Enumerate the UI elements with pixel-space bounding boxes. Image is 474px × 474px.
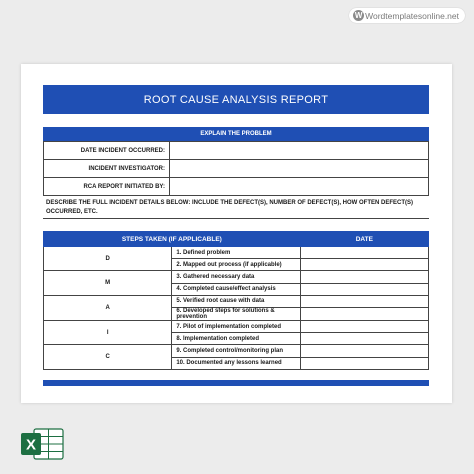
report-title: ROOT CAUSE ANALYSIS REPORT — [43, 85, 429, 114]
initiated-by-field[interactable] — [170, 178, 429, 196]
step-date-cell[interactable] — [300, 271, 428, 283]
phase-letter: D — [44, 247, 172, 271]
step-date-cell[interactable] — [300, 307, 428, 320]
incident-description-prompt: DESCRIBE THE FULL INCIDENT DETAILS BELOW: INCLUDE THE DEFECT(S), NUMBER OF DEFECT(S), HOW OFTEN DEFECT(S) OCCURRED, ETC. — [43, 199, 429, 219]
date-incident-label: DATE INCIDENT OCCURRED: — [44, 142, 170, 160]
info-row — [44, 142, 429, 160]
table-row — [44, 247, 429, 259]
step-label: 8. Implementation completed — [172, 333, 300, 345]
investigator-label: INCIDENT INVESTIGATOR: — [44, 160, 170, 178]
step-label: 4. Completed cause/effect analysis — [172, 283, 300, 295]
date-header: DATE — [300, 232, 428, 247]
step-date-cell[interactable] — [300, 357, 428, 369]
investigator-field[interactable] — [170, 160, 429, 178]
explain-problem-heading: EXPLAIN THE PROBLEM — [43, 127, 429, 141]
phase-letter: A — [44, 295, 172, 320]
step-label: 10. Documented any lessons learned — [172, 357, 300, 369]
excel-icon-letter: X — [25, 436, 37, 454]
phase-letter: I — [44, 320, 172, 344]
excel-icon — [20, 428, 64, 460]
incident-info-table — [43, 141, 429, 196]
date-incident-field[interactable] — [170, 142, 429, 160]
step-date-cell[interactable] — [300, 247, 428, 259]
step-label: 1. Defined problem — [172, 247, 300, 259]
info-row — [44, 160, 429, 178]
watermark — [349, 8, 465, 23]
step-date-cell[interactable] — [300, 345, 428, 357]
step-label: 3. Gathered necessary data — [172, 271, 300, 283]
table-row — [44, 295, 429, 307]
table-footer-bar — [43, 380, 429, 386]
watermark-logo-icon: W — [354, 11, 363, 20]
step-date-cell[interactable] — [300, 259, 428, 271]
steps-table — [43, 231, 429, 370]
steps-header: STEPS TAKEN (IF APPLICABLE) — [44, 232, 301, 247]
step-date-cell[interactable] — [300, 320, 428, 332]
watermark-text: Wordtemplatesonline.net — [365, 10, 459, 21]
table-row — [44, 271, 429, 283]
phase-letter: C — [44, 345, 172, 369]
table-row — [44, 320, 429, 332]
step-label: 2. Mapped out process (if applicable) — [172, 259, 300, 271]
document-page — [21, 64, 452, 403]
table-row — [44, 345, 429, 357]
step-label: 6. Developed steps for solutions & prevention — [172, 307, 300, 320]
step-date-cell[interactable] — [300, 295, 428, 307]
step-date-cell[interactable] — [300, 283, 428, 295]
step-label: 9. Completed control/monitoring plan — [172, 345, 300, 357]
phase-letter: M — [44, 271, 172, 295]
step-date-cell[interactable] — [300, 333, 428, 345]
step-label: 5. Verified root cause with data — [172, 295, 300, 307]
step-label: 7. Pilot of implementation completed — [172, 320, 300, 332]
initiated-by-label: RCA REPORT INITIATED BY: — [44, 178, 170, 196]
info-row — [44, 178, 429, 196]
